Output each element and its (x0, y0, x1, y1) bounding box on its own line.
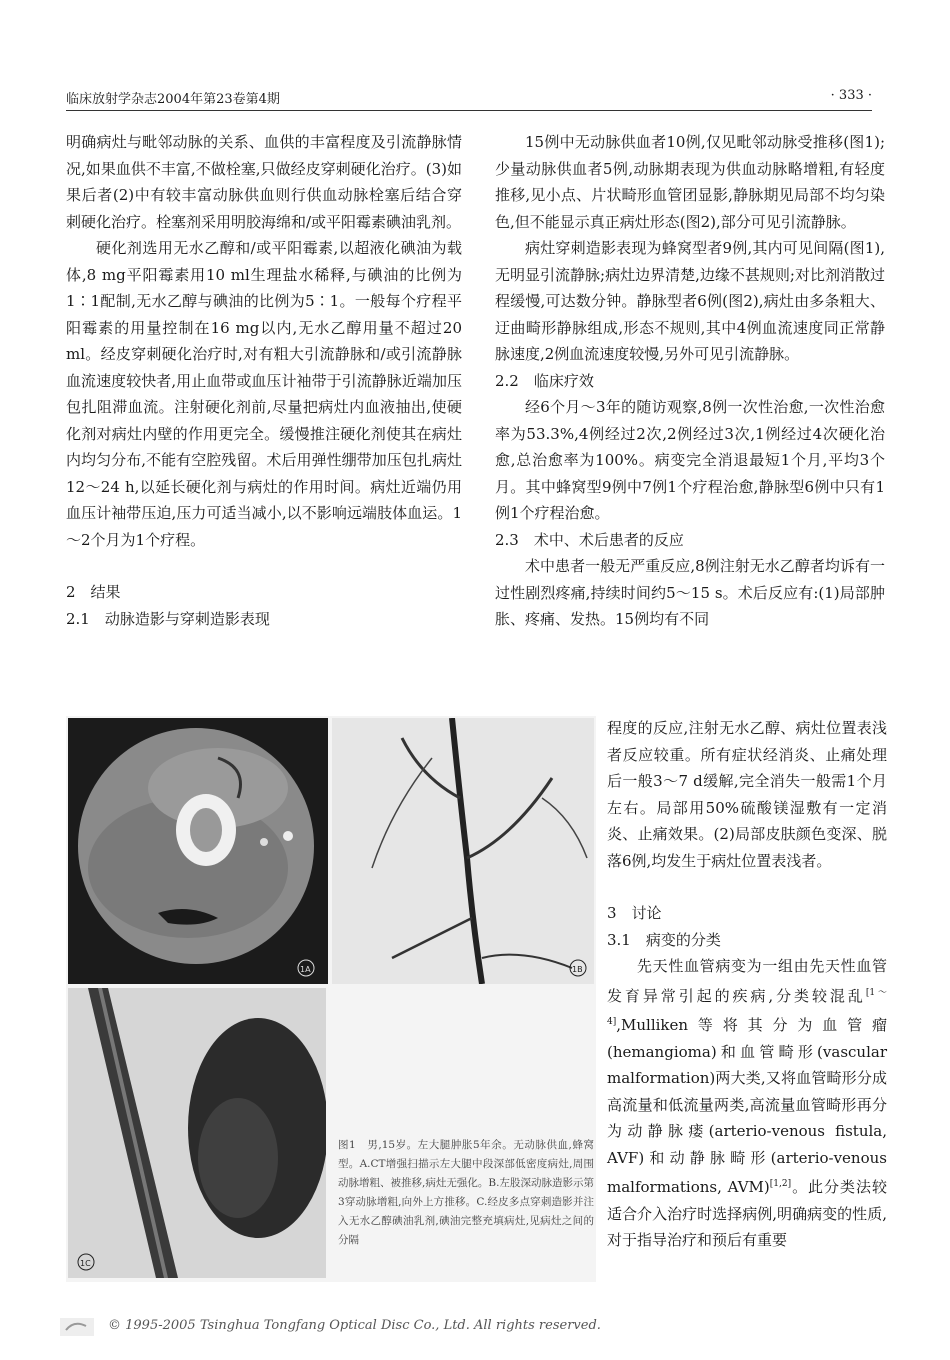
section-heading: 3 讨论 (607, 904, 662, 922)
paragraph: 病灶穿刺造影表现为蜂窝型者9例,其内可见间隔(图1),无明显引流静脉;病灶边界清楚,边缘不甚规则;对比剂消散过程缓慢,可达数分钟。静脉型者6例(图2),病灶由多条粗大、迂曲畸形静脉组成,形态不规则,其中4例血流速度同正常静脉速度,2例血流速度较慢,另外可见引流静脉。 (495, 239, 885, 363)
left-column (66, 129, 462, 632)
running-header (66, 88, 872, 110)
ct-scan-image (68, 718, 328, 984)
subsection-heading: 2.1 动脉造影与穿刺造影表现 (66, 609, 270, 628)
paragraph: 硬化剂选用无水乙醇和/或平阳霉素,以超液化碘油为载体,8 mg平阳霉素用10 ml生理盐水稀释,与碘油的比例为1∶1配制,无水乙醇与碘油的比例为5∶1。一般每个疗程平阳霉素的用量控制在16 mg以内,无水乙醇用量不超过20 ml。经皮穿刺硬化治疗时,对有粗大引流静脉和/或引流静脉血流速度较快者,用止血带或血压计袖带于引流静脉近端加压包扎阻滞血流。注射硬化剂前,尽量把病灶内血液抽出,使硬化剂对病灶内壁的作用更完全。缓慢推注硬化剂使其在病灶内均匀分布,不能有空腔残留。术后用弹性绷带加压包扎病灶12～24 h,以延长硬化剂与病灶的作用时间。病灶近端仍用血压计袖带压迫,压力可适当减小,以不影响远端肢体血运。1～2个月为1个疗程。 (66, 239, 462, 549)
paragraph: 15例中无动脉供血者10例,仅见毗邻动脉受推移(图1);少量动脉供血者5例,动脉期表现为供血动脉略增粗,有轻度推移,见小点、片状畸形血管团显影,静脉期见局部不均匀染色,但不能显示真正病灶形态(图2),部分可见引流静脉。 (495, 133, 885, 231)
angiogram-image (332, 718, 594, 984)
footer (60, 1316, 860, 1340)
paragraph: 经6个月～3年的随访观察,8例一次性治愈,一次性治愈率为53.3%,4例经过2次,2例经过3次,1例经过4次硬化治愈,总治愈率为100%。病变完全消退最短1个月,平均3个月。其中蜂窝型9例中7例1个疗程治愈,静脉型6例中只有1例1个疗程治愈。 (495, 398, 885, 522)
figure-caption: 图1 男,15岁。左大腿肿胀5年余。无动脉供血,蜂窝型。A.CT增强扫描示左大腿中段深部低密度病灶,周围动脉增粗、被推移,病灶无强化。B.左股深动脉造影示第3穿动脉增粗,向外上方推移。C.经皮多点穿刺造影并注入无水乙醇碘油乳剂,碘油完整充填病灶,见病灶之间的分隔 (338, 1139, 594, 1246)
section-heading: 2 结果 (66, 583, 121, 601)
page-number: · 333 · (830, 88, 872, 103)
citation: [1～4] (607, 987, 887, 1027)
paragraph: 先天性血管病变为一组由先天性血管发育异常引起的疾病,分类较混乱[1～4],Mulliken等将其分为血管瘤(hemangioma)和血管畸形(vascular malformation)两大类,又将血管畸形分成高流量和低流量两类,高流量血管畸形再分为动静脉瘘(arterio-venous fistula, AVF)和动静脉畸形(arterio-venous malformations, AVM)[1,2]。此分类法较适合介入治疗时选择病例,明确病变的性质,对于指导治疗和预后有重要 (607, 957, 887, 1249)
copyright-notice: © 1995-2005 Tsinghua Tongfang Optical Disc Co., Ltd. All rights reserved. (108, 1318, 601, 1333)
subsection-heading: 2.3 术中、术后患者的反应 (495, 530, 684, 549)
subsection-heading: 2.2 临床疗效 (495, 371, 594, 390)
subsection-heading: 3.1 病变的分类 (607, 930, 721, 949)
right-column (495, 129, 885, 633)
paragraph: 程度的反应,注射无水乙醇、病灶位置表浅者反应较重。所有症状经消炎、止痛处理后一般3～7 d缓解,完全消失一般需1个月左右。局部用50%硫酸镁湿敷有一定消炎、止痛效果。(2)局部皮肤颜色变深、脱落6例,均发生于病灶位置表浅者。 (607, 719, 887, 870)
citation: [1,2] (769, 1179, 792, 1189)
journal-title: 临床放射学杂志2004年第23卷第4期 (66, 92, 280, 107)
publisher-logo-icon (60, 1318, 94, 1336)
figure-1 (66, 716, 596, 1282)
paragraph: 术中患者一般无严重反应,8例注射无水乙醇者均诉有一过性剧烈疼痛,持续时间约5～15 s。术后反应有:(1)局部肿胀、疼痛、发热。15例均有不同 (495, 557, 885, 628)
panel-label-c: 1C (80, 1259, 91, 1268)
paragraph: 明确病灶与毗邻动脉的关系、血供的丰富程度及引流静脉情况,如果血供不丰富,不做栓塞,只做经皮穿刺硬化治疗。(3)如果后者(2)中有较丰富动脉供血则行供血动脉栓塞后结合穿刺硬化治疗。栓塞剂采用明胶海绵和/或平阳霉素碘油乳剂。 (66, 133, 462, 231)
header-rule (66, 110, 872, 111)
right-column-lower (607, 715, 887, 1254)
panel-label-a: 1A (300, 965, 311, 974)
panel-label-b: 1B (572, 965, 583, 974)
puncture-angiogram-image (68, 988, 326, 1278)
